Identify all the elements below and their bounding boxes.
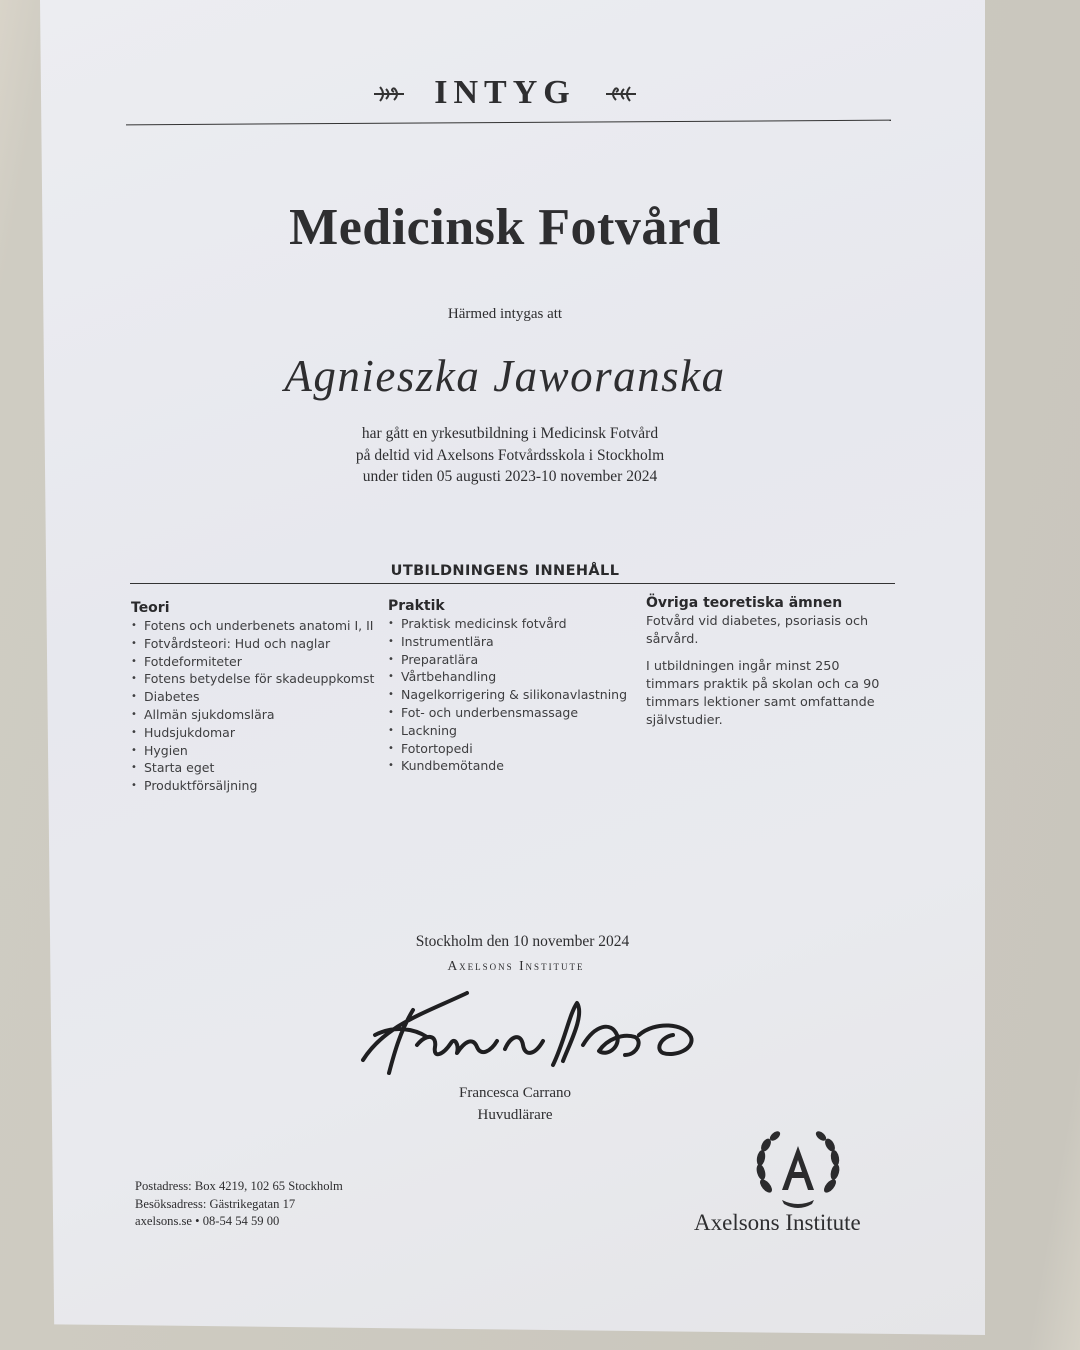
contact-info: axelsons.se • 08-54 54 59 00 <box>135 1214 280 1228</box>
list-item: • Fot- och underbensmassage <box>388 704 638 722</box>
description-line: under tiden 05 augusti 2023-10 november 2024 <box>362 468 658 485</box>
contents-section-title: UTBILDNINGENS INNEHÅLL <box>390 563 620 579</box>
list-item: • Vårtbehandling <box>388 668 638 686</box>
description-line: på deltid vid Axelsons Fotvårdsskola i Stockholm <box>355 446 665 464</box>
list-item: • Hudsjukdomar <box>131 724 381 742</box>
signer <box>0 1082 1030 1126</box>
ovriga-paragraph: Fotvård vid diabetes, psoriasis och sårvård. <box>646 614 869 647</box>
list-item: • Fotens och underbenets anatomi I, II <box>131 617 381 635</box>
place-date: Stockholm den 10 november 2024 <box>415 933 630 950</box>
recipient-name: Agnieszka Jaworanska <box>284 351 726 401</box>
signature-image <box>355 985 705 1084</box>
list-item: • Allmän sjukdomslära <box>131 706 381 724</box>
signer-role: Huvudlärare <box>477 1107 553 1123</box>
praktik-column <box>388 598 638 775</box>
list-item: • Fotortopedi <box>388 740 638 758</box>
signer-name: Francesca Carrano <box>458 1085 572 1101</box>
postal-address: Postadress: Box 4219, 102 65 Stockholm <box>135 1179 343 1193</box>
list-item: • Hygien <box>131 742 381 760</box>
description-line: har gått en yrkesutbildning i Medicinsk Fotvård <box>361 425 659 442</box>
list-item: • Nagelkorrigering & silikonavlastning <box>388 686 638 704</box>
left-ornament-icon <box>372 76 406 114</box>
right-ornament-icon <box>604 76 638 114</box>
laurel-logo-icon <box>752 1128 844 1216</box>
teori-column <box>131 600 381 795</box>
list-item: • Instrumentlära <box>388 633 638 651</box>
visit-address: Besöksadress: Gästrikegatan 17 <box>135 1196 296 1211</box>
list-item: • Produktförsäljning <box>131 777 381 795</box>
praktik-heading: Praktik <box>388 598 445 614</box>
ovriga-paragraph: I utbildningen ingår minst 250 timmars praktik på skolan och ca 90 timmars lektioner samt omfattande självstudier. <box>646 659 880 728</box>
header-text: INTYG <box>434 74 576 111</box>
list-item: • Diabetes <box>131 688 381 706</box>
list-item: • Fotvårdsteori: Hud och naglar <box>131 635 381 653</box>
list-item: • Kundbemötande <box>388 757 638 775</box>
logo-text: Axelsons Institute <box>694 1210 861 1235</box>
intro-text: Härmed intygas att <box>447 306 563 322</box>
list-item: • Fotdeformiteter <box>131 653 381 671</box>
certificate-header <box>0 74 1010 114</box>
list-item: • Lackning <box>388 722 638 740</box>
teori-heading: Teori <box>131 600 170 616</box>
praktik-list <box>388 615 638 775</box>
institute-name: Axelsons Institute <box>447 958 585 973</box>
contents-rule <box>130 583 895 584</box>
list-item: • Starta eget <box>131 759 381 777</box>
footer-address <box>135 1178 343 1231</box>
certificate-title: Medicinsk Fotvård <box>289 199 721 256</box>
list-item: • Fotens betydelse för skadeuppkomst <box>131 670 381 688</box>
description <box>0 423 1020 488</box>
ovriga-column <box>646 595 886 739</box>
ovriga-heading: Övriga teoretiska ämnen <box>646 595 843 611</box>
teori-list <box>131 617 381 795</box>
list-item: • Preparatlära <box>388 651 638 669</box>
list-item: • Praktisk medicinsk fotvård <box>388 615 638 633</box>
